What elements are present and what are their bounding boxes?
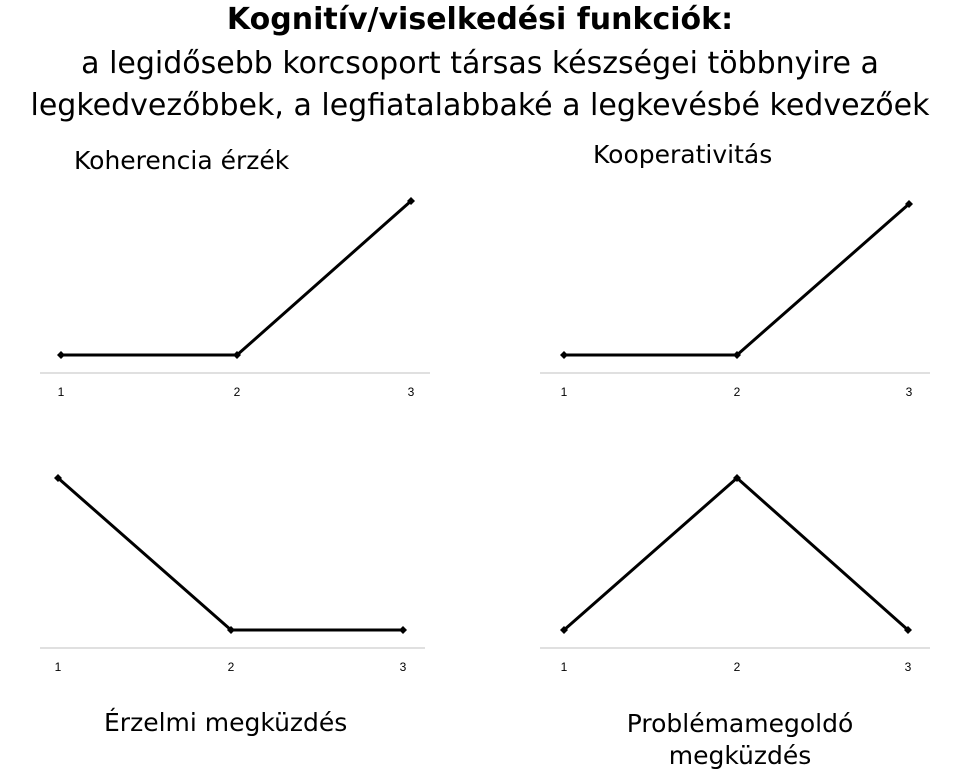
chart-2-series-line (564, 204, 909, 355)
chart-2-point-1 (560, 351, 568, 359)
chart-3-tick-label-1: 1 (54, 660, 62, 674)
chart-2-tick-label-1: 1 (560, 385, 568, 399)
chart-title-koherencia: Koherencia érzék (74, 146, 290, 175)
chart-title-kooperativitas: Kooperativitás (593, 140, 773, 169)
page-title: Kognitív/viselkedési funkciók: (226, 2, 734, 37)
chart-3-tick-label-3: 3 (399, 660, 407, 674)
page-subtitle-line-2: legkedvezőbbek, a legfiatalabbaké a legkevésbé kedvezőek (30, 88, 930, 123)
chart-3-series-line (58, 478, 403, 630)
chart-4-tick-label-2: 2 (733, 660, 741, 674)
page-subtitle-line-1: a legidősebb korcsoport társas készségei többnyire a (81, 46, 879, 81)
chart-title-problemamegoldo: Problémamegoldó megküzdés (626, 709, 854, 770)
chart-1-point-1 (57, 351, 65, 359)
chart-3-point-3 (399, 626, 407, 634)
chart-1-series-line (61, 201, 411, 355)
chart-2-tick-label-2: 2 (733, 385, 741, 399)
chart-4-series-line (564, 478, 908, 630)
chart-3-tick-label-2: 2 (227, 660, 235, 674)
chart-1-tick-label-3: 3 (407, 385, 415, 399)
chart-4-tick-label-3: 3 (904, 660, 912, 674)
chart-title-erzelmi: Érzelmi megküzdés (104, 708, 348, 737)
chart-4-tick-label-1: 1 (560, 660, 568, 674)
chart-1-tick-label-1: 1 (57, 385, 65, 399)
chart-1-tick-label-2: 2 (233, 385, 241, 399)
chart-2-tick-label-3: 3 (905, 385, 913, 399)
